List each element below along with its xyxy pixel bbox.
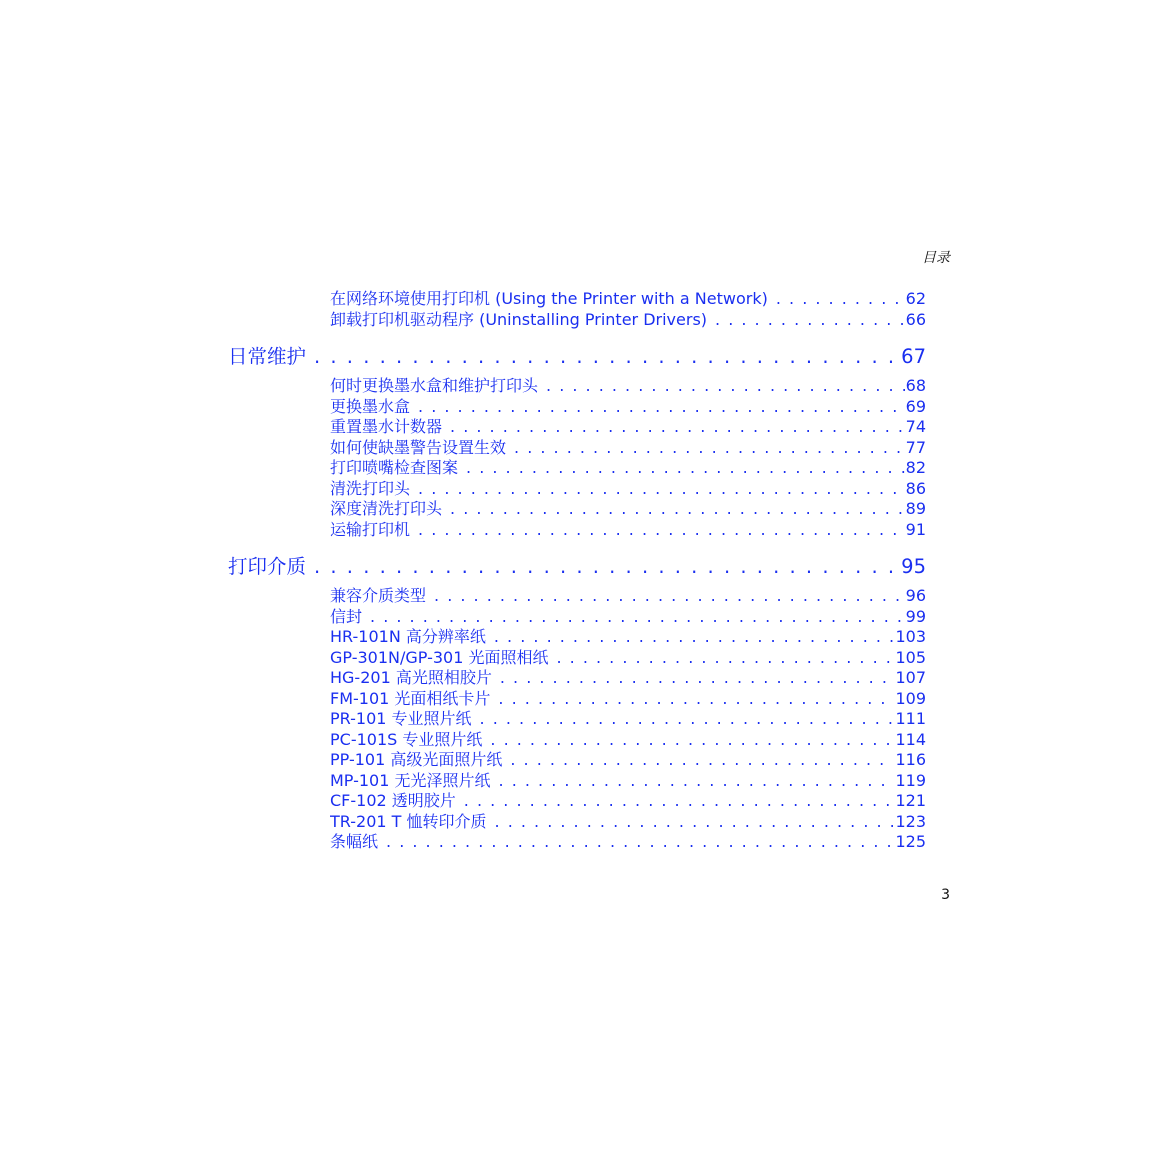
toc-entry-page: 111: [895, 709, 926, 728]
toc-leader-dots: [498, 689, 894, 710]
toc-entry-pc-101s[interactable]: [330, 730, 926, 751]
toc-entry-page: 105: [895, 647, 926, 667]
toc-entry-page: 82: [905, 458, 926, 477]
toc-entry-replace-cartridge[interactable]: [330, 397, 926, 418]
toc-entry-reset-counter[interactable]: [330, 417, 926, 438]
toc-entry-hg-201[interactable]: [330, 668, 926, 689]
toc-entry-title: PC-101S 专业照片纸: [330, 729, 483, 749]
toc-entry-uninstall-drivers[interactable]: [330, 310, 926, 331]
toc-entry-title: HR-101N 高分辨率纸: [330, 627, 486, 646]
toc-entry-page: 91: [905, 519, 926, 539]
toc-leader-dots: [450, 499, 905, 520]
toc-entry-page: 125: [895, 832, 926, 851]
toc-entry-title: 更换墨水盒: [330, 396, 411, 416]
running-header: 目录: [922, 250, 950, 266]
toc-leader-dots: [314, 342, 900, 372]
toc-entry-media-types[interactable]: [330, 586, 926, 607]
toc-entry-page: 68: [905, 376, 926, 395]
toc-leader-dots: [370, 607, 905, 628]
toc-leader-dots: [450, 417, 905, 438]
toc-leader-dots: [495, 812, 895, 833]
toc-entry-nozzle-check[interactable]: [330, 458, 926, 479]
toc-leader-dots: [499, 771, 895, 792]
toc-entry-network-printing[interactable]: [330, 289, 926, 310]
toc-entry-title: 何时更换墨水盒和维护打印头: [330, 376, 539, 395]
toc-leader-dots: [418, 397, 905, 418]
toc-entry-title: PR-101 专业照片纸: [330, 709, 472, 728]
toc-leader-dots: [480, 709, 895, 730]
toc-leader-dots: [418, 520, 905, 541]
toc-leader-dots: [464, 791, 895, 812]
toc-entry-when-to-replace[interactable]: [330, 376, 926, 397]
toc-entry-page: 69: [905, 396, 926, 416]
toc-entry-envelopes[interactable]: [330, 607, 926, 628]
toc-leader-dots: [434, 586, 905, 607]
toc-entry-page: 66: [905, 309, 926, 329]
toc-section-page: 95: [901, 555, 926, 578]
toc-leader-dots: [546, 376, 905, 397]
toc-entry-pp-101[interactable]: [330, 750, 926, 771]
toc-leader-dots: [494, 627, 895, 648]
toc-entry-title: 信封: [330, 606, 363, 626]
toc-entry-page: 116: [895, 750, 926, 769]
toc-entry-title: 在网络环境使用打印机 (Using the Printer with a Network): [330, 289, 768, 308]
toc-entry-title: CF-102 透明胶片: [330, 791, 456, 810]
toc-entry-title: HG-201 高光照相胶片: [330, 668, 492, 687]
toc-leader-dots: [418, 479, 905, 500]
toc-entry-title: 兼容介质类型: [330, 586, 427, 605]
toc-entry-title: TR-201 T 恤转印介质: [330, 811, 487, 831]
toc-entry-page: 89: [905, 499, 926, 518]
toc-leader-dots: [490, 730, 894, 751]
toc-section-title: 打印介质: [228, 555, 307, 578]
toc-entry-clean-printhead[interactable]: [330, 479, 926, 500]
toc-entry-low-ink-warning[interactable]: [330, 438, 926, 459]
toc-entry-title: 打印喷嘴检查图案: [330, 458, 459, 477]
toc-entry-title: 清洗打印头: [330, 478, 411, 498]
toc-entry-page: 103: [895, 627, 926, 646]
toc-entry-deep-clean[interactable]: [330, 499, 926, 520]
toc-entry-page: 123: [895, 811, 926, 831]
toc-entry-page: 77: [905, 437, 926, 457]
toc-entry-page: 121: [895, 791, 926, 810]
toc-leader-dots: [500, 668, 895, 689]
toc-entry-title: GP-301N/GP-301 光面照相纸: [330, 647, 549, 667]
toc-entry-fm-101[interactable]: [330, 689, 926, 710]
toc-entry-mp-101[interactable]: [330, 771, 926, 792]
toc-section-media[interactable]: [228, 552, 926, 582]
toc-entry-title: MP-101 无光泽照片纸: [330, 770, 491, 790]
toc-entry-page: 99: [905, 606, 926, 626]
toc-leader-dots: [386, 832, 894, 853]
toc-entry-page: 107: [895, 668, 926, 687]
toc-entry-page: 114: [895, 729, 926, 749]
toc-leader-dots: [510, 750, 894, 771]
toc-entry-title: 深度清洗打印头: [330, 499, 443, 518]
toc-entry-page: 96: [905, 586, 926, 605]
toc-entry-title: 重置墨水计数器: [330, 417, 443, 436]
toc-leader-dots: [715, 310, 905, 331]
toc-entry-gp-301n[interactable]: [330, 648, 926, 669]
toc-entry-title: 运输打印机: [330, 519, 411, 539]
toc-leader-dots: [466, 458, 905, 479]
toc-leader-dots: [556, 648, 894, 669]
toc-entry-page: 86: [905, 478, 926, 498]
toc-entry-title: 卸载打印机驱动程序 (Uninstalling Printer Drivers): [330, 309, 708, 329]
toc-leader-dots: [314, 552, 900, 582]
page-number: 3: [941, 887, 950, 903]
toc-entry-tr-201[interactable]: [330, 812, 926, 833]
toc-entry-page: 62: [905, 289, 926, 308]
toc-section-page: 67: [901, 345, 926, 368]
toc-entry-page: 109: [895, 688, 926, 708]
toc-section-title: 日常维护: [228, 345, 307, 368]
toc-entry-title: 如何使缺墨警告设置生效: [330, 437, 507, 457]
toc-entry-title: FM-101 光面相纸卡片: [330, 688, 491, 708]
toc-entry-hr-101n[interactable]: [330, 627, 926, 648]
toc-leader-dots: [514, 438, 905, 459]
toc-leader-dots: [776, 289, 905, 310]
toc-entry-page: 119: [895, 770, 926, 790]
toc-entry-banner-paper[interactable]: [330, 832, 926, 853]
table-of-contents: [0, 289, 1155, 853]
toc-entry-cf-102[interactable]: [330, 791, 926, 812]
toc-entry-pr-101[interactable]: [330, 709, 926, 730]
toc-entry-transport-printer[interactable]: [330, 520, 926, 541]
toc-section-maintenance[interactable]: [228, 342, 926, 372]
toc-entry-page: 74: [905, 417, 926, 436]
toc-entry-title: PP-101 高级光面照片纸: [330, 750, 503, 769]
toc-entry-title: 条幅纸: [330, 832, 379, 851]
